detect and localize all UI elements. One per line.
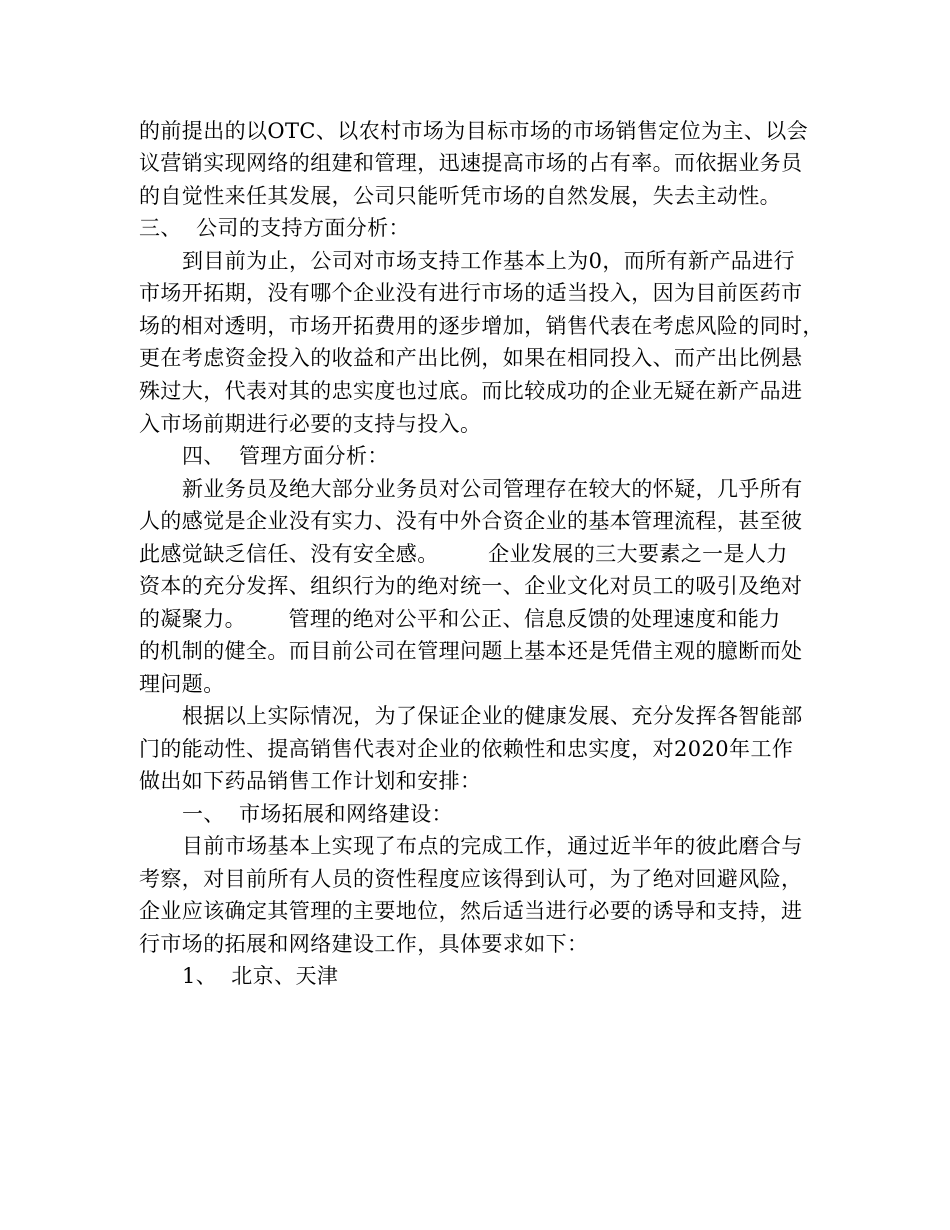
paragraph-line: 的凝聚力。 管理的绝对公平和公正、信息反馈的处理速度和能力 <box>139 607 781 631</box>
paragraph-line: 场的相对透明，市场开拓费用的逐步增加，销售代表在考虑风险的同时， <box>139 314 824 338</box>
paragraph-line: 目前市场基本上实现了布点的完成工作，通过近半年的彼此磨合与 <box>182 834 803 858</box>
paragraph-line: 新业务员及绝大部分业务员对公司管理存在较大的怀疑，几乎所有 <box>182 477 803 501</box>
paragraph-line: 市场开拓期，没有哪个企业没有进行市场的适当投入，因为目前医药市 <box>139 281 803 305</box>
list-item-heading: 1、 北京、天津 <box>182 964 339 988</box>
paragraph-line: 的机制的健全。而目前公司在管理问题上基本还是凭借主观的臆断而处 <box>139 639 803 663</box>
section-heading: 三、 公司的支持方面分析： <box>139 216 410 240</box>
paragraph-line: 议营销实现网络的组建和管理，迅速提高市场的占有率。而依据业务员 <box>139 151 803 175</box>
paragraph-line: 考察，对目前所有人员的资性程度应该得到认可，为了绝对回避风险， <box>139 867 803 891</box>
paragraph-line: 行市场的拓展和网络建设工作，具体要求如下： <box>139 932 589 956</box>
paragraph-line: 根据以上实际情况，为了保证企业的健康发展、充分发挥各智能部 <box>182 704 803 728</box>
section-heading: 一、 市场拓展和网络建设： <box>182 802 453 826</box>
paragraph-line: 到目前为止，公司对市场支持工作基本上为0，而所有新产品进行 <box>182 249 795 273</box>
paragraph-line: 入市场前期进行必要的支持与投入。 <box>139 412 482 436</box>
paragraph-line: 的前提出的以OTC、以农村市场为目标市场的市场销售定位为主、以会 <box>139 119 809 143</box>
paragraph-line: 人的感觉是企业没有实力、没有中外合资企业的基本管理流程，甚至彼 <box>139 509 803 533</box>
section-heading: 四、 管理方面分析： <box>182 444 389 468</box>
paragraph-line: 的自觉性来任其发展，公司只能听凭市场的自然发展，失去主动性。 <box>139 184 781 208</box>
paragraph-line: 理问题。 <box>139 672 225 696</box>
paragraph-line: 此感觉缺乏信任、没有安全感。 企业发展的三大要素之一是人力 <box>139 542 788 566</box>
paragraph-line: 更在考虑资金投入的收益和产出比例，如果在相同投入、而产出比例悬 <box>139 346 803 370</box>
paragraph-line: 做出如下药品销售工作计划和安排： <box>139 769 482 793</box>
paragraph-line: 殊过大，代表对其的忠实度也过底。而比较成功的企业无疑在新产品进 <box>139 379 803 403</box>
paragraph-line: 企业应该确定其管理的主要地位，然后适当进行必要的诱导和支持，进 <box>139 899 803 923</box>
paragraph-line: 资本的充分发挥、组织行为的绝对统一、企业文化对员工的吸引及绝对 <box>139 574 803 598</box>
paragraph-line: 门的能动性、提高销售代表对企业的依赖性和忠实度，对2020年工作 <box>139 737 794 761</box>
